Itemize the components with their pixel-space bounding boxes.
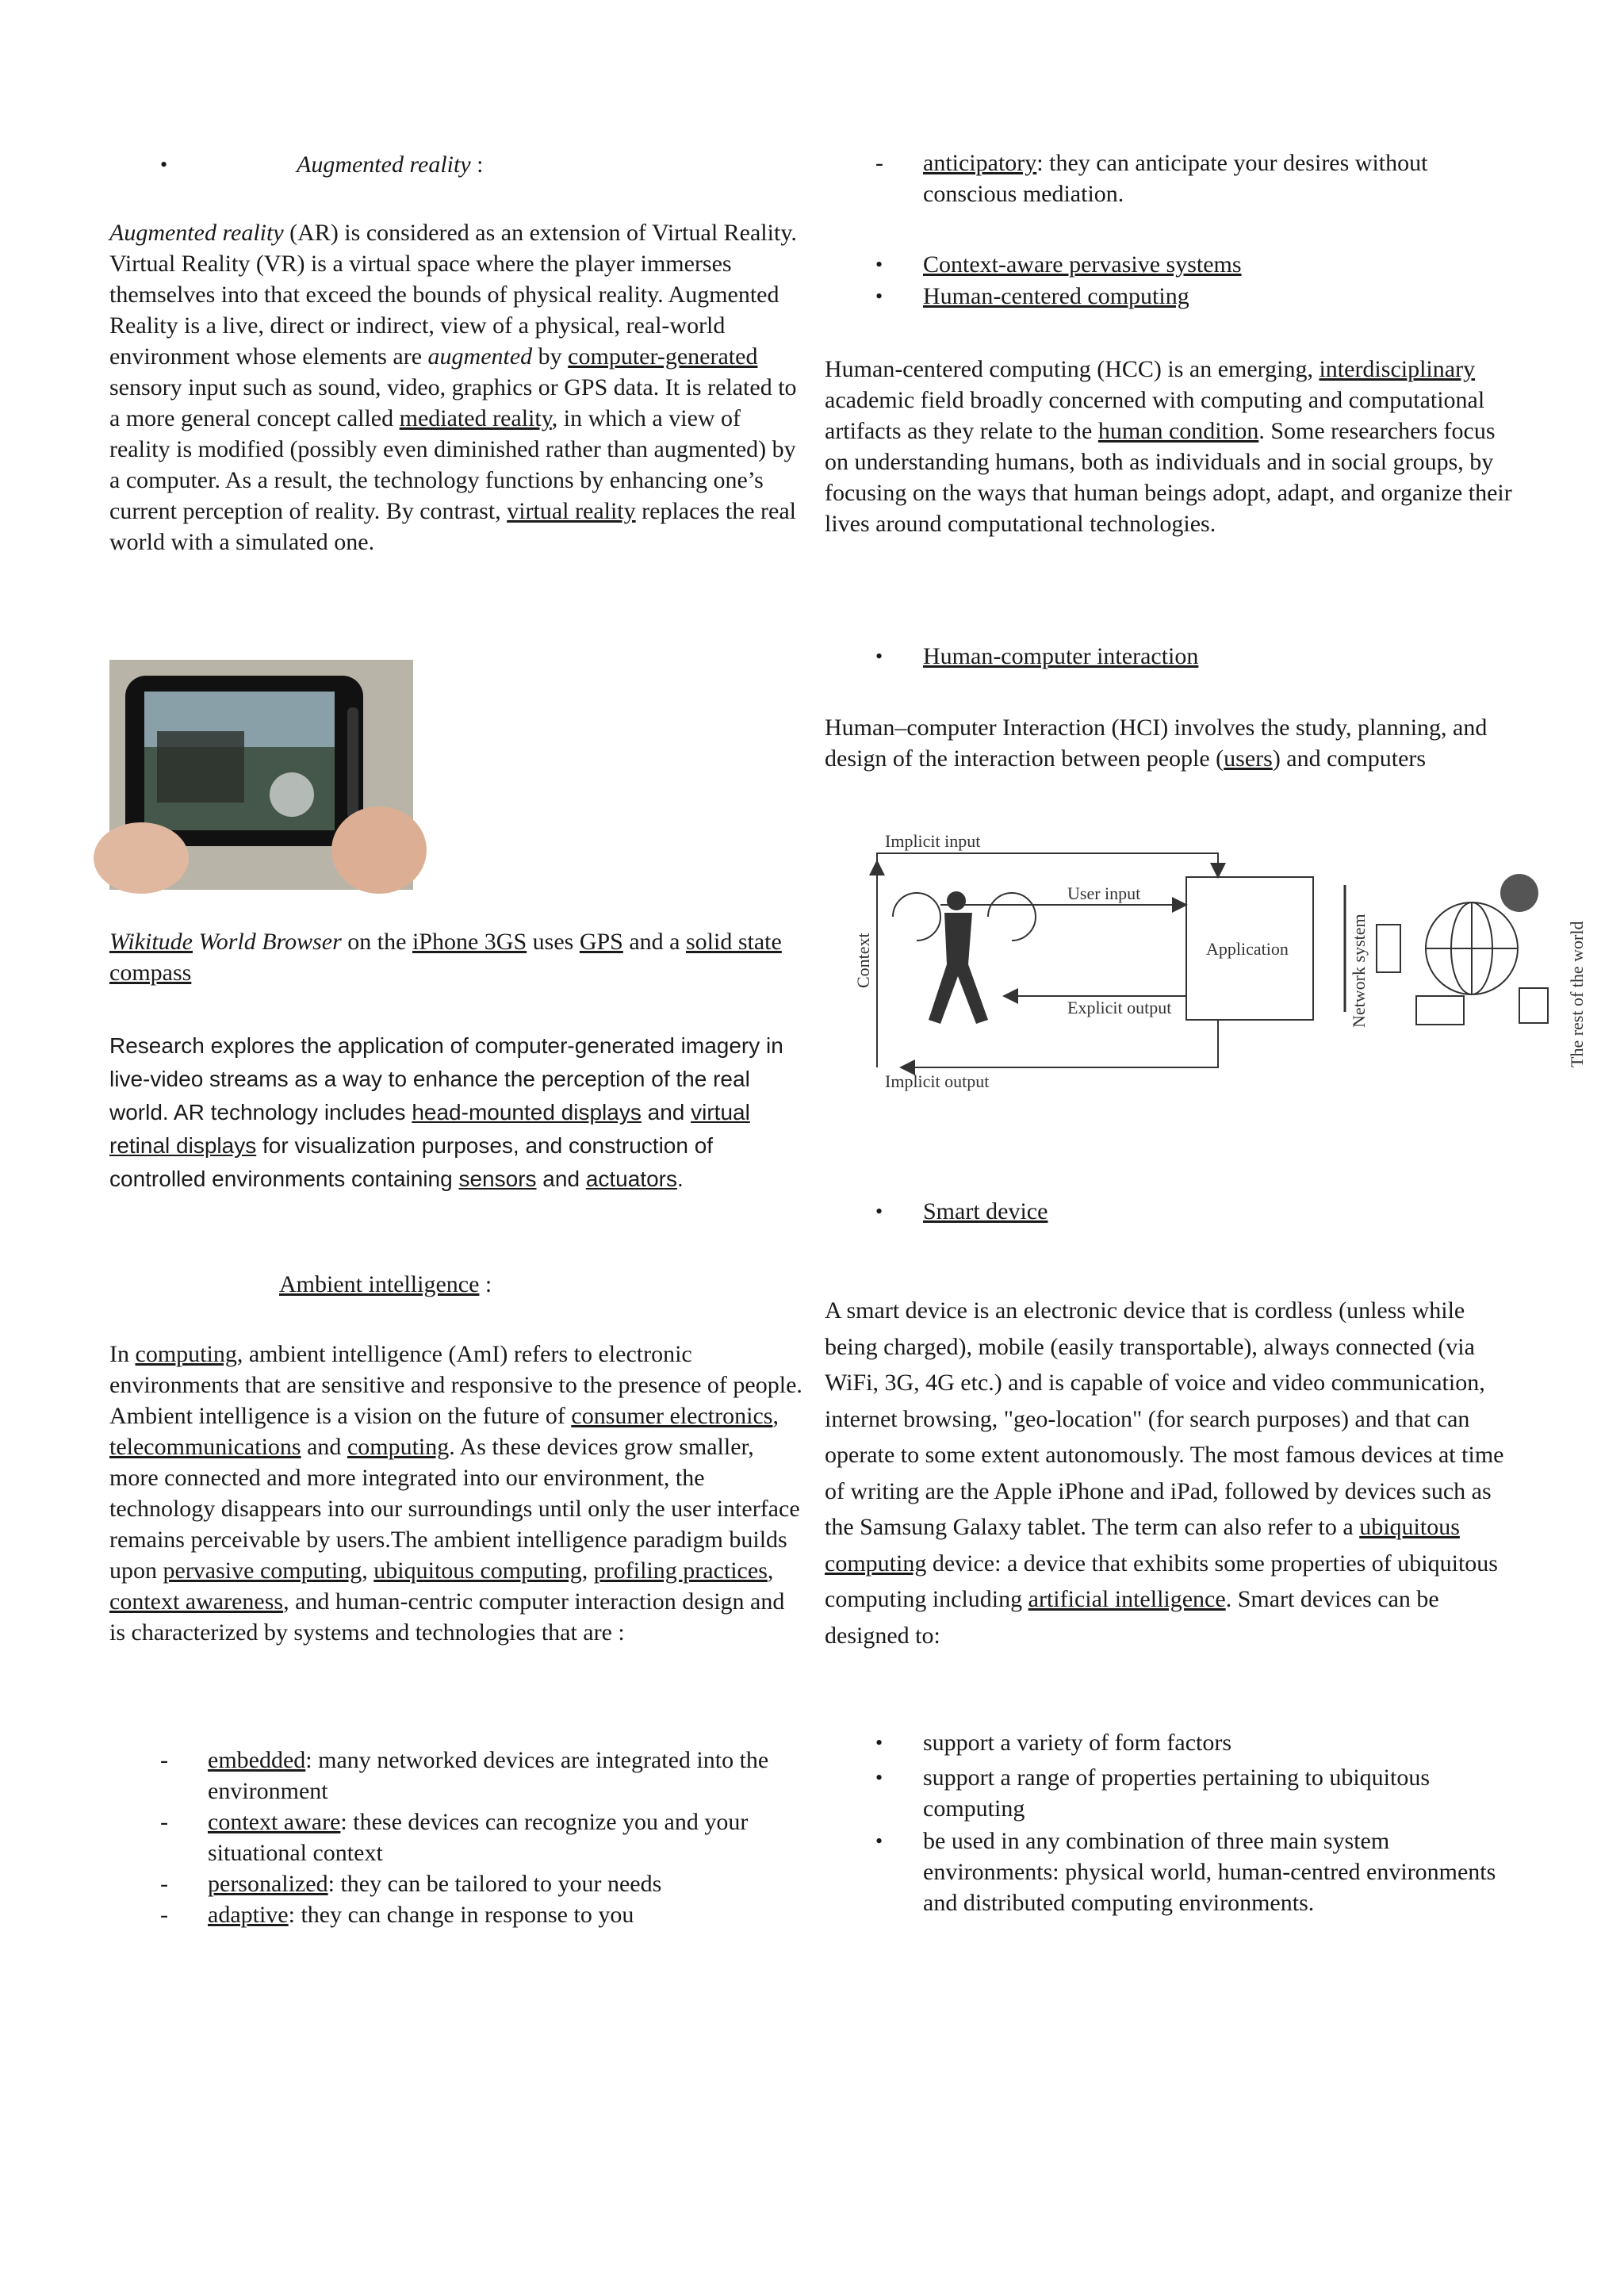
hci-diagram — [853, 829, 1588, 1099]
hcc-paragraph: Human-centered computing (HCC) is an emerging, interdisciplinary academic field broadly concerned with computing and computational artifacts as they relate to the human condition. Some researchers focus on understanding humans, both as individuals and in social groups, by focusing on the ways that human beings adopt, adapt, and organize their lives around computational technologies. — [825, 356, 1512, 537]
list-item: - anticipatory: they can anticipate your desires without conscious mediation. — [875, 150, 1428, 207]
link-virtual-retinal-displays[interactable]: virtual retinal displays — [109, 1100, 750, 1158]
laptop-icon — [1416, 996, 1464, 1025]
link-context-aware-pervasive-systems[interactable]: Context-aware pervasive systems — [923, 251, 1242, 278]
list-item: - adaptive: they can change in response to you — [160, 1902, 634, 1928]
link-human-condition[interactable]: human condition — [1097, 418, 1259, 444]
label-user-input: User input — [1067, 883, 1141, 903]
list-item: • Human-centered computing — [825, 281, 1522, 312]
label-network-system: Network system — [1349, 914, 1369, 1028]
link-context-aware[interactable]: context aware — [208, 1809, 341, 1835]
list-item: • Smart device — [825, 1196, 1522, 1228]
label-application: Application — [1206, 939, 1289, 959]
ar-paragraph: Augmented reality (AR) is considered as an extension of Virtual Reality. Virtual Reality (VR) is a virtual space where the player immerses themselves into that exceed the bounds of physical reality. Augmented Reality is a live, direct or indirect, view of a physical, real-world environment whose elements are augmented by computer-generated sensory input such as sound, video, graphics or GPS data. It is related to a more general concept called mediated reality, in which a view of reality is modified (possibly even diminished rather than augmented) by a computer. As a result, the technology functions by enhancing one’s current perception of reality. By contrast, virtual reality replaces the real world with a simulated one. — [109, 220, 797, 555]
cycle-icon — [893, 893, 940, 941]
label-rest-of-world: The rest of the world — [1567, 921, 1587, 1067]
link-ubiquitous-computing[interactable]: ubiquitous computing — [373, 1557, 582, 1584]
link-solid-state-compass[interactable]: solid state compass — [109, 929, 782, 986]
list-item: - context aware: these devices can recognize you and your situational context — [160, 1809, 749, 1866]
link-gps[interactable]: GPS — [579, 929, 623, 955]
link-human-centered-computing[interactable]: Human-centered computing — [923, 283, 1189, 309]
label-implicit-output: Implicit output — [885, 1071, 990, 1091]
list-item: • support a range of properties pertaining to ubiquitous computing — [875, 1764, 1431, 1822]
tree-icon — [1500, 874, 1538, 912]
list-item: • support a variety of form factors — [875, 1730, 1232, 1756]
link-iphone-3gs[interactable]: iPhone 3GS — [412, 929, 527, 955]
link-computer-generated[interactable]: computer-generated — [568, 343, 758, 370]
link-profiling-practices[interactable]: profiling practices — [593, 1557, 768, 1584]
label-explicit-output: Explicit output — [1067, 998, 1172, 1017]
link-virtual-reality[interactable]: virtual reality — [507, 498, 636, 524]
ar-heading-row — [109, 149, 806, 181]
label-implicit-input: Implicit input — [885, 831, 981, 851]
label-context: Context — [853, 933, 873, 988]
link-computing-2[interactable]: computing — [347, 1434, 450, 1460]
research-paragraph: Research explores the application of computer-generated imagery in live-video streams as a way to enhance the perception of the real world. AR technology includes head-mounted displays and virtual retinal displays for visualization purposes, and construction of controlled environments containing sensors and actuators. — [109, 1033, 783, 1191]
link-human-computer-interaction[interactable]: Human-computer interaction — [923, 643, 1199, 669]
ami-heading: Ambient intelligence : — [279, 1271, 492, 1297]
link-consumer-electronics[interactable]: consumer electronics — [571, 1403, 773, 1429]
list-item: - embedded: many networked devices are integrated into the environment — [160, 1747, 769, 1804]
implicit-input-arrow — [877, 853, 1218, 877]
photo-caption: Wikitude World Browser on the iPhone 3GS uses GPS and a solid state compass — [109, 929, 782, 986]
link-telecommunications[interactable]: telecommunications — [109, 1434, 301, 1460]
link-embedded[interactable]: embedded — [208, 1747, 306, 1773]
smart-device-paragraph: A smart device is an electronic device that is cordless (unless while being charged), mobile (easily transportable), always connected (via WiFi, 3G, 4G etc.) and is capable of voice and video communication, internet browsing, "geo-location" (for search purposes) and that can operate to some extent autonomously. The most famous devices at time of writing are the Apple iPhone and iPad, followed by devices such as the Samsung Galaxy tablet. The term can also refer to a ubiquitous computing device: a device that exhibits some properties of ubiquitous computing including artificial intelligence. Smart devices can be designed to: — [825, 1297, 1504, 1649]
link-head-mounted-displays[interactable]: head-mounted displays — [412, 1100, 642, 1125]
implicit-output-arrow — [901, 1020, 1218, 1067]
ami-dash-list — [109, 1745, 806, 1935]
link-anticipatory[interactable]: anticipatory — [923, 150, 1037, 176]
link-artificial-intelligence[interactable]: artificial intelligence — [1028, 1586, 1226, 1612]
link-adaptive[interactable]: adaptive — [208, 1902, 289, 1928]
link-ubiquitous-computing-2[interactable]: ubiquitous computing — [825, 1514, 1460, 1577]
ar-phone-photo — [109, 660, 413, 890]
link-personalized[interactable]: personalized — [208, 1871, 328, 1897]
link-wikitude[interactable]: Wikitude — [109, 929, 193, 955]
link-sensors[interactable]: sensors — [458, 1167, 537, 1191]
bullet-icon: • — [160, 153, 168, 176]
link-context-awareness[interactable]: context awareness — [109, 1588, 284, 1615]
hci-paragraph: Human–computer Interaction (HCI) involves the study, planning, and design of the interaction between people (users) and computers — [825, 715, 1488, 772]
list-item: • Human-computer interaction — [825, 641, 1522, 672]
link-smart-device[interactable]: Smart device — [923, 1198, 1048, 1224]
link-pervasive-computing[interactable]: pervasive computing — [163, 1557, 362, 1584]
ami-paragraph: In computing, ambient intelligence (AmI) refers to electronic environments that are sensitive and responsive to the presence of people. Ambient intelligence is a vision on the future of consumer electronics, telecommunications and computing. As these devices grow smaller, more connected and more integrated into our environment, the technology disappears into our surroundings until only the user interface remains perceivable by users.The ambient intelligence paradigm builds upon pervasive computing, ubiquitous computing, profiling practices, context awareness, and human-centric computer interaction design and is characterized by systems and technologies that are : — [109, 1341, 802, 1646]
link-mediated-reality[interactable]: mediated reality — [399, 405, 552, 431]
document-icon — [1519, 988, 1548, 1023]
phone-icon — [1377, 925, 1400, 972]
list-item: • be used in any combination of three main system environments: physical world, human-centred environments and distributed computing environments. — [875, 1828, 1496, 1916]
link-users[interactable]: users — [1224, 745, 1273, 772]
cycle-icon — [988, 893, 1036, 941]
ar-heading: Augmented reality : — [297, 151, 484, 178]
person-icon — [947, 891, 966, 910]
phone-illustration — [109, 660, 413, 890]
list-item: • Context-aware pervasive systems — [825, 249, 1522, 281]
ami-heading-row — [109, 1269, 806, 1301]
link-ambient-intelligence[interactable]: Ambient intelligence — [279, 1271, 480, 1297]
link-actuators[interactable]: actuators — [585, 1167, 677, 1191]
link-computing[interactable]: computing — [135, 1341, 237, 1367]
list-item: - personalized: they can be tailored to your needs — [160, 1871, 662, 1897]
link-interdisciplinary[interactable]: interdisciplinary — [1319, 356, 1476, 382]
